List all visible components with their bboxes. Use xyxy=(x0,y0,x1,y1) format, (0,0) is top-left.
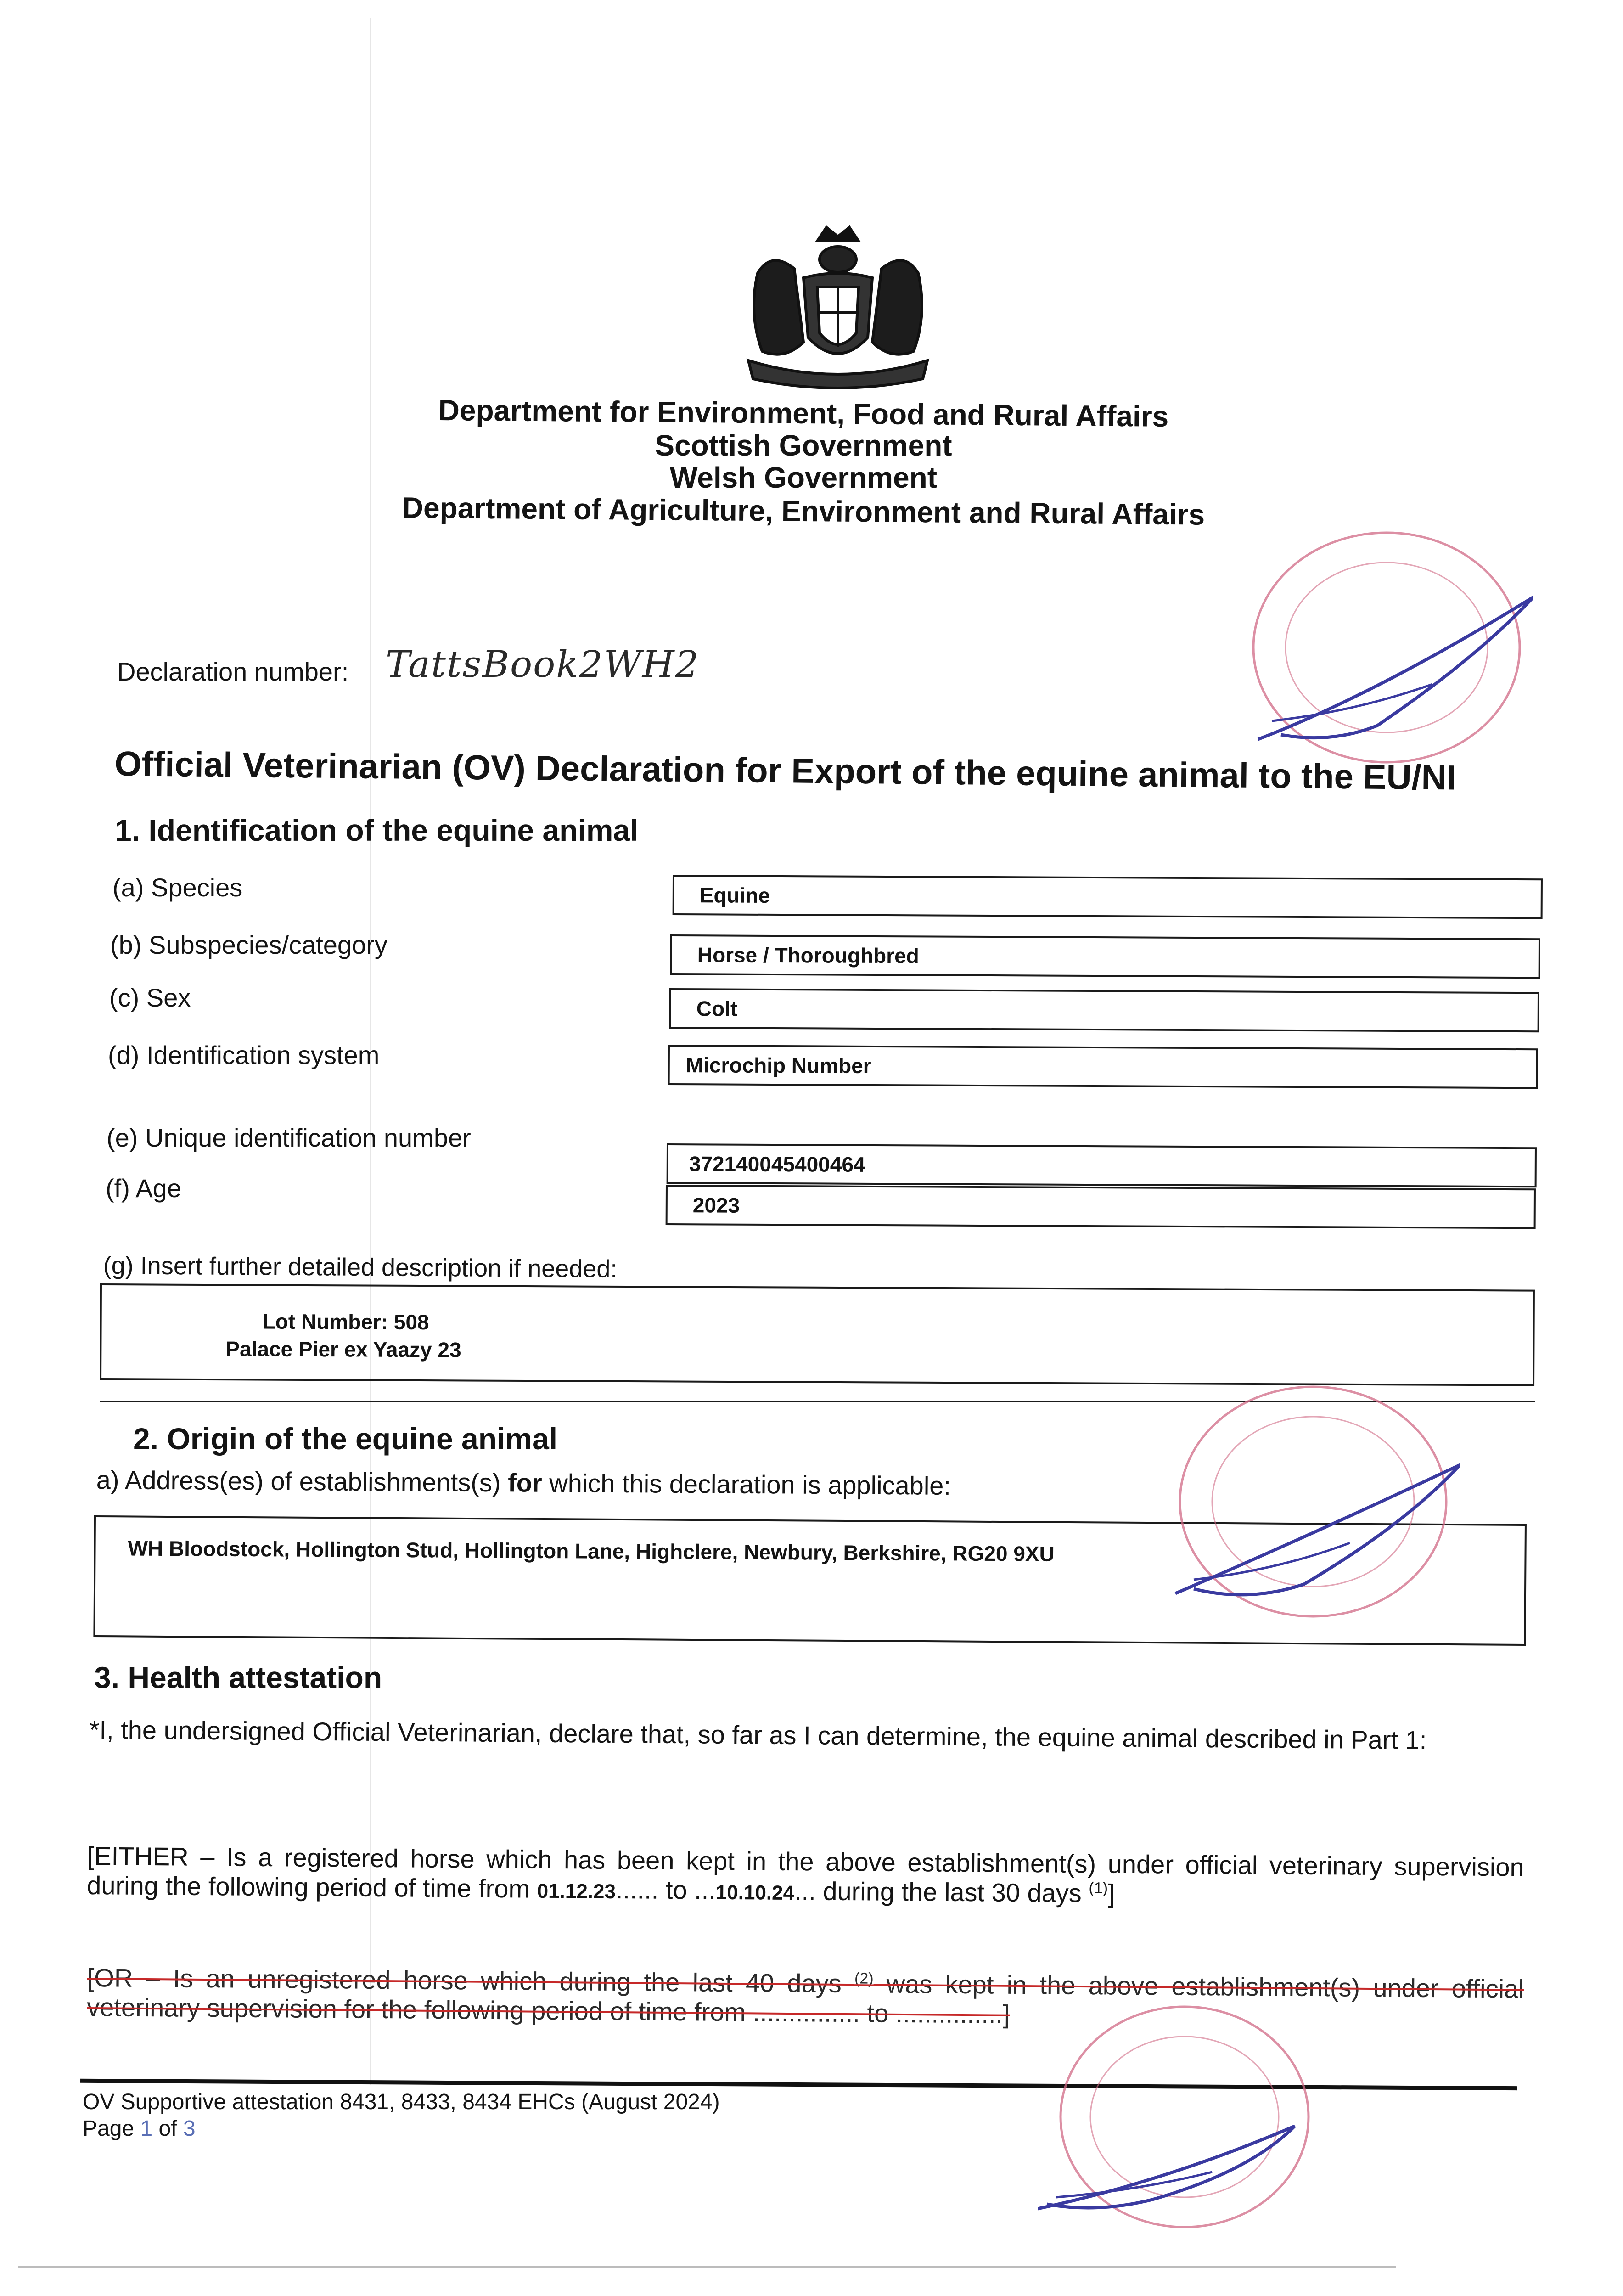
identification-system-field: Microchip Number xyxy=(668,1045,1538,1089)
subspecies-label: (b) Subspecies/category xyxy=(110,930,387,959)
scan-edge-line xyxy=(18,2266,1396,2268)
species-label: (a) Species xyxy=(112,873,243,902)
official-veterinarian-stamp-2 xyxy=(1166,1373,1460,1630)
date-to-dots: ... xyxy=(794,1876,816,1906)
address-label-post: which this declaration is applicable: xyxy=(542,1468,951,1500)
species-field: Equine xyxy=(673,875,1543,919)
date-from-dots: ...... xyxy=(615,1875,659,1905)
department-scottish-government: Scottish Government xyxy=(655,429,952,462)
section-2-heading: 2. Origin of the equine animal xyxy=(133,1422,558,1456)
age-label: (f) Age xyxy=(106,1174,181,1203)
address-label xyxy=(96,1465,951,1501)
footer-attestation-ref: OV Supportive attestation 8431, 8433, 8434 EHCs (August 2024) xyxy=(83,2090,720,2114)
page-total: 3 xyxy=(183,2116,196,2141)
either-clause-text: [EITHER – Is a registered horse which has been kept in the above establishment(s) under official veterinary supervision during the following period of time from xyxy=(86,1841,1524,1904)
department-welsh-government: Welsh Government xyxy=(669,461,938,494)
date-to-connector: to ... xyxy=(658,1875,716,1905)
section-3-heading: 3. Health attestation xyxy=(94,1660,382,1694)
date-from-value: 01.12.23 xyxy=(537,1880,616,1903)
either-clause-close: ] xyxy=(1107,1879,1115,1908)
royal-coat-of-arms-icon xyxy=(730,223,946,393)
declaration-number-label: Declaration number: xyxy=(117,657,349,686)
declaration-number-value: TattsBook2WH2 xyxy=(386,643,700,686)
further-description-label: (g) Insert further detailed description if needed: xyxy=(103,1252,618,1283)
sex-field: Colt xyxy=(669,988,1539,1032)
official-veterinarian-stamp-1 xyxy=(1240,519,1533,776)
page-number: 1 xyxy=(140,2116,153,2141)
age-field: 2023 xyxy=(666,1185,1536,1229)
department-defra: Department for Environment, Food and Rural Affairs xyxy=(438,394,1169,433)
section-1-heading: 1. Identification of the equine animal xyxy=(115,813,639,847)
or-clause-text: [OR – Is an unregistered horse which during the last 40 days xyxy=(87,1963,855,1998)
further-description-box xyxy=(100,1283,1535,1386)
identification-system-label: (d) Identification system xyxy=(108,1041,380,1069)
page-indicator xyxy=(83,2116,196,2141)
of-word: of xyxy=(152,2116,183,2141)
horse-description-text: Palace Pier ex Yaazy 23 xyxy=(225,1337,461,1362)
either-clause xyxy=(87,1841,1524,1912)
footnote-1-ref: (1) xyxy=(1089,1879,1108,1897)
or-clause-suffix: was kept in the above establishment(s) under official veterinary supervision for the following period of time from ............... to ...............] xyxy=(86,1969,1524,2029)
department-daera: Department of Agriculture, Environment and Rural Affairs xyxy=(402,491,1205,531)
unique-id-field: 372140045400464 xyxy=(667,1143,1537,1187)
address-label-bold: for xyxy=(507,1468,542,1497)
page-word: Page xyxy=(83,2116,140,2141)
health-attestation-intro: *I, the undersigned Official Veterinarian, declare that, so far as I can determine, the equine animal described in Part 1: xyxy=(89,1715,1427,1755)
unique-id-label: (e) Unique identification number xyxy=(107,1123,471,1152)
address-text: WH Bloodstock, Hollington Stud, Hollington Lane, Highclere, Newbury, Berkshire, RG20 9XU xyxy=(128,1536,1055,1566)
lot-number-text: Lot Number: 508 xyxy=(262,1309,429,1334)
footnote-2-ref: (2) xyxy=(854,1970,874,1987)
subspecies-field: Horse / Thoroughbred xyxy=(670,934,1540,979)
official-veterinarian-stamp-3 xyxy=(1038,1988,1331,2245)
date-to-value: 10.10.24 xyxy=(715,1881,795,1905)
sex-label: (c) Sex xyxy=(109,983,191,1012)
address-label-pre: a) Address(es) of establishments(s) xyxy=(96,1465,508,1497)
document-title: Official Veterinarian (OV) Declaration for Export of the equine animal to the EU/NI xyxy=(114,744,1457,798)
either-clause-suffix: during the last 30 days xyxy=(815,1876,1089,1908)
